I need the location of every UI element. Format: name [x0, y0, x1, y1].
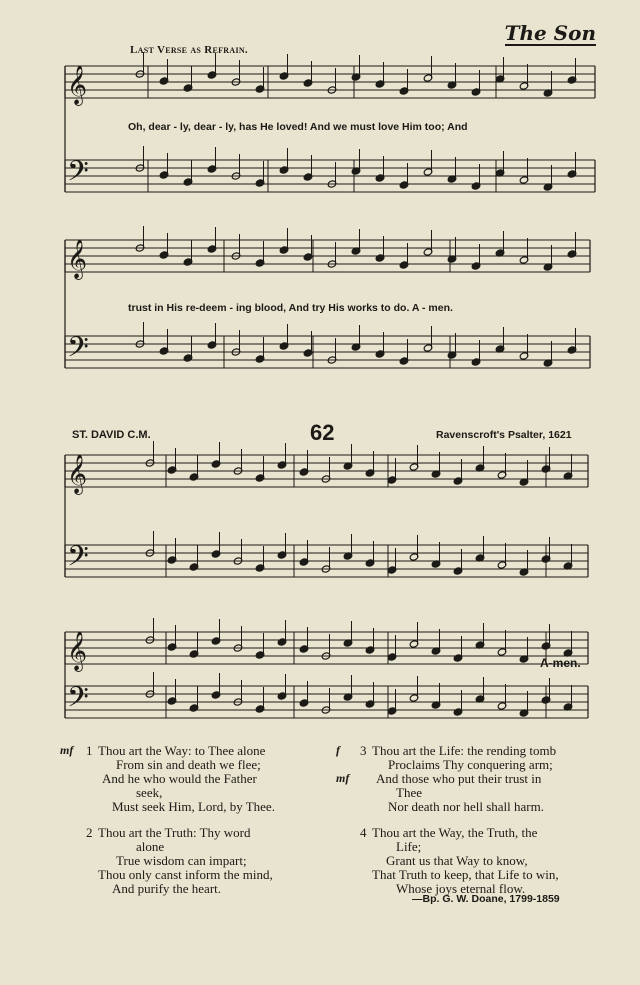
verse-line: True wisdom can impart; — [116, 853, 247, 868]
tune-name: ST. DAVID C.M. — [72, 429, 151, 441]
section-title: The Son — [504, 21, 596, 45]
clef-icon: 𝄞 — [67, 631, 88, 671]
verse-line: From sin and death we flee; — [116, 757, 261, 772]
verse-line: Thou only canst inform the mind, — [98, 867, 273, 882]
verse-line: Proclaims Thy conquering arm; — [388, 757, 553, 772]
amen-label: A-men. — [540, 656, 581, 670]
clef-icon: 𝄢 — [67, 681, 89, 721]
clef-icon: 𝄞 — [67, 239, 88, 279]
verse-line: Whose joys eternal flow. — [396, 881, 526, 896]
verse-line: alone — [136, 839, 165, 854]
verse-line: Thou art the Way, the Truth, the — [372, 825, 538, 840]
clef-icon: 𝄞 — [67, 65, 88, 105]
lyrics-line-2: trust in His re-deem - ing blood, And try His works to do. A - men. — [128, 302, 453, 314]
verse-number: 3 — [360, 743, 367, 758]
verse-line: That Truth to keep, that Life to win, — [372, 867, 559, 882]
verse-number: 1 — [86, 743, 93, 758]
clef-icon: 𝄞 — [67, 454, 88, 494]
verse-line: Must seek Him, Lord, by Thee. — [112, 799, 275, 814]
verse-line: Thou art the Life: the rending tomb — [372, 743, 557, 758]
verse-line: Thee — [396, 785, 422, 800]
clef-icon: 𝄢 — [67, 540, 89, 580]
author-credit: —Bp. G. W. Doane, 1799-1859 — [412, 893, 560, 905]
dynamic-mark: mf — [336, 771, 350, 785]
verse-line: seek, — [136, 785, 163, 800]
clef-icon: 𝄢 — [67, 331, 89, 371]
verse-line: And those who put their trust in — [376, 771, 542, 786]
verse-line: Grant us that Way to know, — [386, 853, 528, 868]
tune-source: Ravenscroft's Psalter, 1621 — [436, 429, 572, 441]
verse-number: 2 — [86, 825, 93, 840]
verse-line: And purify the heart. — [112, 881, 222, 896]
verse-line: And he who would the Father — [102, 771, 257, 786]
verse-line: Nor death nor hell shall harm. — [388, 799, 544, 814]
verse-line: Life; — [396, 839, 422, 854]
verse-line: Thou art the Truth: Thy word — [98, 825, 251, 840]
dynamic-mark: f — [336, 743, 340, 757]
refrain-label: Last Verse as Refrain. — [130, 44, 248, 56]
lyrics-line-1: Oh, dear - ly, dear - ly, has He loved! And we must love Him too; And — [128, 121, 468, 133]
dynamic-mark: mf — [60, 743, 74, 757]
clef-icon: 𝄢 — [67, 155, 89, 195]
verse-line: Thou art the Way: to Thee alone — [98, 743, 266, 758]
verse-number: 4 — [360, 825, 367, 840]
hymn-number: 62 — [310, 420, 335, 445]
